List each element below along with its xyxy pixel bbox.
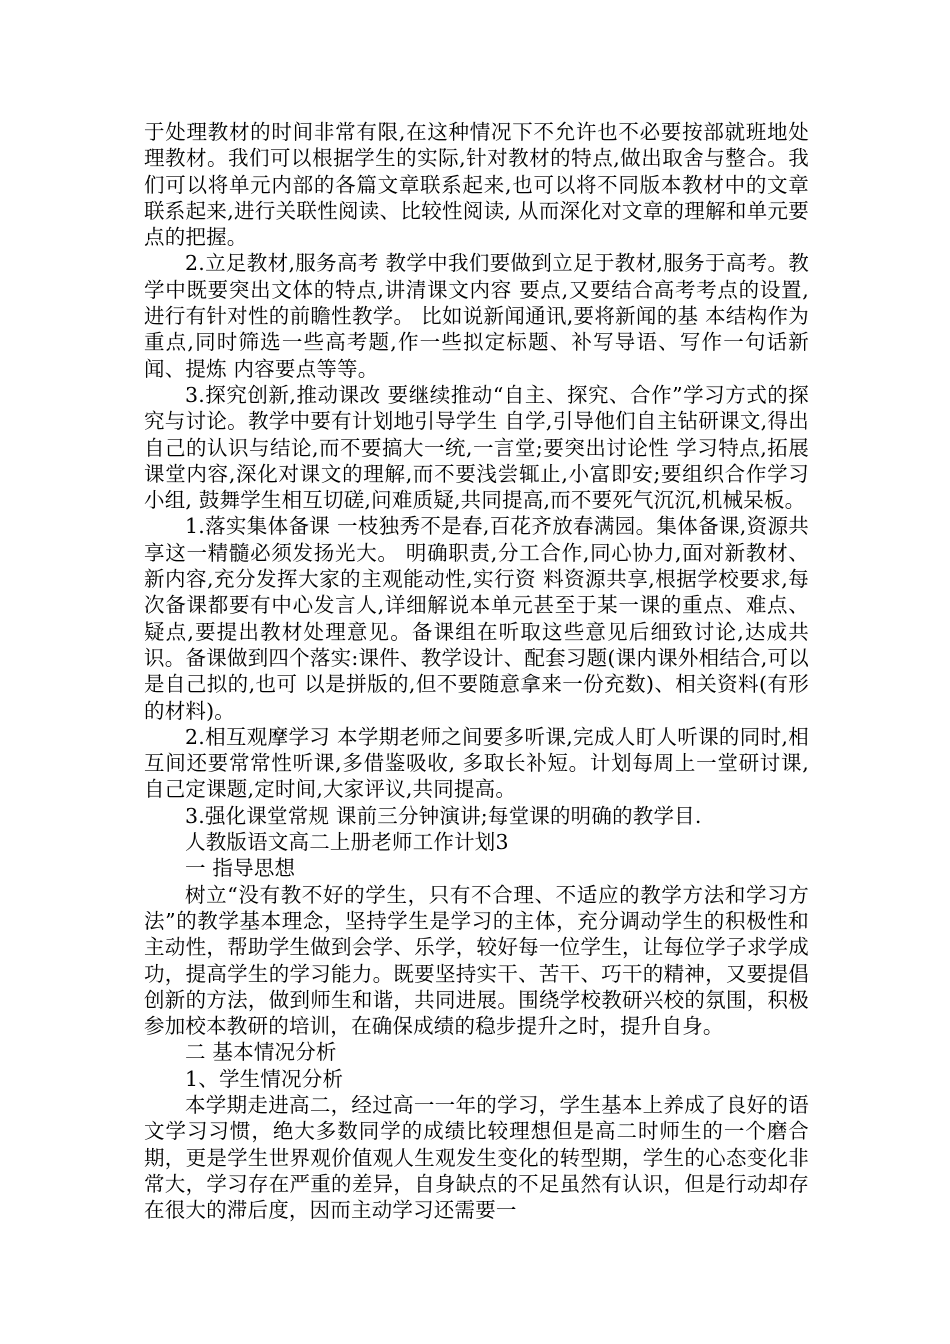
plan-title: 人教版语文高二上册老师工作计划3 <box>185 830 509 855</box>
paragraph-explore-innovate: 3.探究创新,推动课改 要继续推动“自主、探究、合作”学习方式的探究与讨论。教学中要有计划地引导学生 自学,引导他们自主钻研课文,得出自己的认识与结论,而不要搞大一统,一言堂;要突出讨论性 学习特点,拓展课堂内容,深化对课文的理解,而不要浅尝辄止,小富即安;要组织合作学习小组, 鼓舞学生相互切磋,问难质疑,共同提高,而不要死气沉沉,机械呆板。 <box>144 382 809 513</box>
document-page <box>144 119 809 1223</box>
paragraph-mutual-observation: 2.相互观摩学习 本学期老师之间要多听课,完成人盯人听课的同时,相互间还要常常性听课,多借鉴吸收, 多取长补短。计划每周上一堂研讨课,自己定课题,定时间,大家评议,共同提高。 <box>144 724 809 802</box>
paragraph-textbook-exam: 2.立足教材,服务高考 教学中我们要做到立足于教材,服务于高考。教学中既要突出文体的特点,讲清课文内容 要点,又要结合高考考点的设置,进行有针对性的前瞻性教学。 比如说新闻通讯,要将新闻的基 本结构作为重点,同时筛选一些高考题,作一些拟定标题、补写导语、写作一句话新闻、提炼 内容要点等等。 <box>144 251 809 381</box>
paragraph-student-analysis: 本学期走进高二，经过高一一年的学习，学生基本上养成了良好的语文学习习惯，绝大多数同学的成绩比较理想但是高二时师生的一个磨合期，更是学生世界观价值观人生观发生变化的转型期，学生的心态变化非常大，学习存在严重的差异，自身缺点的不足虽然有认识，但是行动却存在很大的滞后度，因而主动学习还需要一 <box>144 1092 809 1223</box>
paragraph-continuation: 于处理教材的时间非常有限,在这种情况下不允许也不必要按部就班地处理教材。我们可以根据学生的实际,针对教材的特点,做出取舍与整合。我们可以将单元内部的各篇文章联系起来,也可以将不同版本教材中的文章联系起来,进行关联性阅读、比较性阅读, 从而深化对文章的理解和单元要点的把握。 <box>144 120 809 250</box>
paragraph-guiding-thought: 树立“没有教不好的学生，只有不合理、不适应的教学方法和学习方法”的教学基本理念，坚持学生是学习的主体，充分调动学生的积极性和主动性，帮助学生做到会学、乐学，较好每一位学生，让每位学子求学成功，提高学生的学习能力。既要坚持实干、苦干、巧干的精神，又要提倡创新的方法，做到师生和谐，共同进展。围绕学校教研兴校的氛围，积极参加校本教研的培训，在确保成绩的稳步提升之时，提升自身。 <box>144 882 809 1039</box>
paragraph-classroom-routine: 3.强化课堂常规 课前三分钟演讲;每堂课的明确的教学目. <box>185 803 702 828</box>
section-heading-guiding-thought: 一 指导思想 <box>185 856 296 881</box>
section-heading-situation-analysis: 二 基本情况分析 <box>185 1040 337 1065</box>
paragraph-collective-prep: 1.落实集体备课 一枝独秀不是春,百花齐放春满园。集体备课,资源共享这一精髓必须发扬光大。 明确职责,分工合作,同心协力,面对新教材、新内容,充分发挥大家的主观能动性,实行资 料资源共享,根据学校要求,每次备课都要有中心发言人,详细解说本单元甚至于某一课的重点、难点、疑点,要提出教材处理意见。备课组在听取这些意见后细致讨论,达成共识。备课做到四个落实:课件、教学设计、配套习题(课内课外相结合,可以是自己拟的,也可 以是拼版的,但不要随意拿来一份充数)、相关资料(有形的材料)。 <box>144 514 809 723</box>
subsection-heading-student-analysis: 1、学生情况分析 <box>185 1066 344 1091</box>
